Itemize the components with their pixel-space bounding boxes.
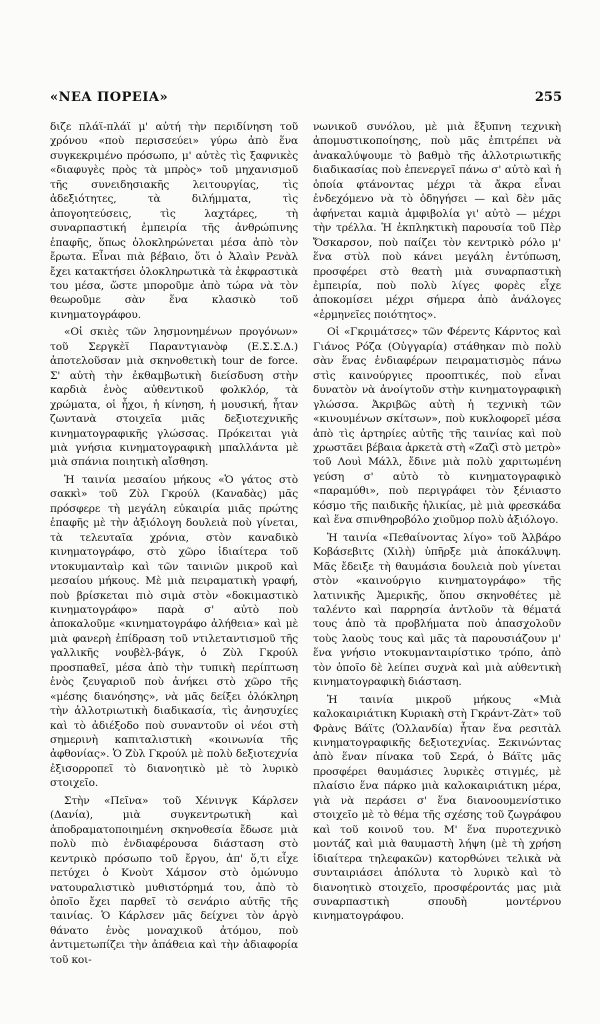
paragraph: Ἡ ταινία «Πεθαίνοντας λίγο» τοῦ Ἀλβάρο Κοβάσεβιτς (Χιλὴ) ὑπῆρξε μιὰ ἀποκάλυψη. Μᾶς ἔδειξε τὴ θαυμάσια δουλειὰ ποὺ γίνεται στὸν «καινούργιο κινηματογράφο» τῆς λατινικῆς Ἀμερικῆς, ὅπου σκηνοθέτες μὲ ταλέντο καὶ παρρησία ἀντλοῦν τὰ θέματά τους ἀπὸ τὰ προβλήματα ποὺ ἀπασχολοῦν τοὺς λαοὺς τους καὶ μᾶς τὰ παρουσιάζουν μ' ἕνα γνήσιο ντοκυμανταιρίστικο τρόπο, ἀπὸ τὸν ὁποῖο δὲ λείπει συχνὰ καὶ μιὰ αὐθεντικὴ κινηματογραφικὴ διάσταση. [313, 531, 561, 689]
page-number: 255 [534, 90, 562, 105]
paragraph: «Οἱ σκιὲς τῶν λησμονημένων προγόνων» τοῦ Σεργκὲϊ Παραντγιανὸφ (Ε.Σ.Σ.Δ.) ἀποτελοῦσαν μιὰ σκηνοθετικὴ tour de force. Σ' αὐτὴ τὴν ἐκθαμβωτικὴ διείσδυση στὴν καρδιὰ ἑνὸς αὐθεντικοῦ φολκλόρ, τὰ χρώματα, οἱ ἦχοι, ἡ κίνηση, ἡ μουσική, ἦταν ζωντανὰ στοιχεῖα μιᾶς δεξιοτεχνικῆς κινηματογραφικῆς γλώσσας. Πρόκειται γιὰ μιὰ γνήσια κινηματογραφικὴ μπαλλάντα μὲ μιὰ σπάνια ποιητικὴ αἴσθηση. [50, 326, 298, 469]
left-column [50, 120, 298, 967]
page-header [50, 90, 562, 110]
paragraph: νωνικοῦ συνόλου, μὲ μιὰ ἔξυπνη τεχνικὴ ἀπομυστικοποίησης, ποὺ μᾶς ἐπιτρέπει νὰ ἀνακαλύψουμε τὸ βαθμὸ τῆς ἀλλοτριωτικῆς διαδικασίας ποὺ ἐπενεργεῖ πάνω σ' αὐτὸ καὶ ἡ ὁποία φτάνοντας μέχρι τὰ ἄκρα εἶναι ἐνδεχόμενο νὰ τὸ ὁδηγήσει — καὶ δὲν μᾶς ἀφήνεται καμιὰ ἀμφιβολία γι' αὐτὸ — μέχρι τὴν τρέλλα. Ἡ ἐκπληκτικὴ παρουσία τοῦ Πὲρ Ὄσκαρσον, ποὺ παίζει τὸν κεντρικὸ ρόλο μ' ἕνα στὺλ ποὺ κάνει μεγάλη ἐντύπωση, προσφέρει στὸ θεατὴ μιὰ συναρπαστικὴ ἐμπειρία, ποὺ πολὺ λίγες φορὲς εἶχε ἀποκομίσει μέχρι σήμερα ἀπὸ ἀνάλογες «ἑρμηνεῖες ποιότητος». [313, 121, 561, 321]
paragraph: Ἡ ταινία μεσαίου μήκους «Ὁ γάτος στὸ σακκὶ» τοῦ Ζὺλ Γκρούλ (Καναδὰς) μᾶς πρόσφερε τὴ μεγάλη εὐκαιρία μιᾶς πρώτης ἐπαφῆς μὲ τὴν ἀξιόλογη δουλειὰ ποὺ γίνεται, τὰ τελευταῖα χρόνια, στὸν καναδικὸ κινηματογράφο, στὸ χῶρο ἰδιαίτερα τοῦ ντοκυμανταὶρ καὶ τῶν ταινιῶν μικροῦ καὶ μεσαίου μήκους. Μὲ μιὰ πειραματικὴ γραφή, ποὺ βρίσκεται πιὸ σιμὰ στὸν «δοκιμαστικὸ κινηματογράφο» παρὰ σ' αὐτὸ ποὺ ἀποκαλοῦμε «κινηματογράφο ἀλήθεια» καὶ μὲ μιὰ φανερὴ ἐπίδραση τοῦ ντιλεταντισμοῦ τῆς γαλλικῆς νουβὲλ-βάγκ, ὁ Ζὺλ Γκρούλ προσπαθεῖ, μέσα ἀπὸ τὴν τυπικὴ περίπτωση ἑνὸς ζευγαριοῦ ποὺ ἀνήκει στὸ χῶρο τῆς «μέσης διανόησης», νὰ μᾶς δείξει ὁλόκληρη τὴν ἀλλοτριωτικὴ διαδικασία, τὶς ἀνησυχίες καὶ τὸ ἀδιέξοδο ποὺ συναντοῦν οἱ νέοι στὴ σημερινὴ καπιταλιστικὴ «κοινωνία τῆς ἀφθονίας». Ὁ Ζὺλ Γκρούλ μὲ πολὺ δεξιοτεχνία ἐξισορροπεῖ τὸ διανοητικὸ μὲ τὸ λυρικὸ στοιχεῖο. [50, 473, 298, 790]
right-column [313, 120, 561, 924]
paragraph: Ἡ ταινία μικροῦ μήκους «Μιὰ καλοκαιριάτικη Κυριακὴ στὴ Γκράντ-Ζὰτ» τοῦ Φρὰνς Βάϊτς (Ὁλλανδία) ἦταν ἕνα ρεσιτὰλ κινηματογραφικῆς δεξιοτεχνίας. Ξεκινώντας ἀπὸ ἕναν πίνακα τοῦ Σερά, ὁ Βάϊτς μᾶς προσφέρει θαυμάσιες λυρικὲς στιγμές, μὲ πλαίσιο ἕνα πάρκο μιὰ καλοκαιριάτικη μέρα, γιὰ νὰ περάσει σ' ἕνα διανοουμενίστικο στοιχεῖο μὲ τὸ θέμα τῆς σχέσης τοῦ ζωγράφου καὶ τοῦ κοινοῦ του. Μ' ἕνα πυροτεχνικὸ μοντάζ καὶ μιὰ θαυμαστὴ λήψη (μὲ τὴ χρήση ἰδιαίτερα τηλεφακῶν) κατορθώνει τελικὰ νὰ συνταιριάσει ἁπόλυτα τὸ λυρικὸ καὶ τὸ διανοητικὸ στοιχεῖο, προσφέροντάς μας μιὰ συναρπαστικὴ σπουδὴ μοντέρνου κινηματογράφου. [313, 693, 561, 923]
paragraph: Οἱ «Γκριμάτσες» τῶν Φέρεντς Κάρντος καὶ Γιάνος Ρόζα (Οὑγγαρία) στάθηκαν πιὸ πολὺ σὰν ἕνας ἐνδιαφέρων πειραματισμὸς πάνω στὶς καινούργιες προοπτικές, ποὺ εἶναι δυνατὸν νὰ ἀνοίγτοῦν στὴν κινηματογραφικὴ γλώσσα. Ἀκριβῶς αὐτὴ ἡ τεχνικὴ τῶν «κινουμένων σκίτσων», ποὺ κυκλοφορεῖ μέσα ἀπὸ τὶς ἀρτηρίες αὐτῆς τῆς ταινίας καὶ ποὺ χρωστᾶει βέβαια ἀρκετὰ στὴ «Ζαζὶ στὸ μετρὸ» τοῦ Λουὶ Μάλλ, ἔδινε μιὰ πολὺ χαριτωμένη γεύση σ' αὐτὸ τὸ κινηματογραφικὸ «παραμύθι», ποὺ περιγράφει τὸν ξένιαστο κόσμο τῆς παιδικῆς ἡλικίας, μὲ μιὰ φρεσκάδα καὶ ἕνα σπινθηροβόλο χιοῦμορ πολὺ ἀξιόλογο. [313, 326, 561, 527]
journal-title: «ΝΕΑ ΠΟΡΕΙΑ» [50, 90, 169, 105]
paragraph: διζε πλάϊ-πλάϊ μ' αὐτή τὴν περιδίνηση τοῦ χρόνου «ποὺ περισσεύει» γύρω ἀπὸ ἕνα συγκεκριμένο πρόσωπο, μ' αὐτὲς τὶς ξαφνικὲς «διαφυγὲς πρὸς τὰ μπρὸς» τοῦ μηχανισμοῦ τῆς συνειδησιακῆς λειτουργίας, τὶς ἀδεξιότητες, τὰ διλήμματα, τὶς ἀπογοητεύσεις, τὶς λαχτάρες, τὴ συναρπαστική ἐμπειρία τῆς ἀνθρώπινης ἐπαφῆς, ὅπως ὁλοκληρώνεται μέσα ἀπὸ τὸν ἔρωτα. Εἶναι πιὰ βέβαιο, ὅτι ὁ Ἀλαὶν Ρενὰλ ἔχει κατακτήσει ὁλοκληρωτικὰ τὰ ἐκφραστικὰ του μέσα, ὥστε μποροῦμε ἀπὸ τώρα νὰ τὸν θεωροῦμε σὰν ἕνα κλασικὸ τοῦ κινηματογράφου. [50, 121, 298, 321]
paragraph: Στὴν «Πεῖνα» τοῦ Χένινγκ Κάρλσεν (Δανία), μιὰ συγκεντρωτικὴ καὶ ἀποδραματοποιημένη σκηνοθεσία ἔδωσε μιὰ πολὺ πιὸ ἐνδιαφέρουσα διάσταση στὸ κεντρικὸ πρόσωπο τοῦ ἔργου, ἀπ' ὅ,τι εἶχε πετύχει ὁ Κνοὺτ Χάμσον στὸ ὁμώνυμο νατουραλιστικὸ μυθιστόρημά του, ἀπὸ τὸ ὁποῖο ἔχει παρθεῖ τὸ σενάριο αὐτῆς τῆς ταινίας. Ὁ Κάρλσεν μᾶς δείχνει τὸν ἀργὸ θάνατο ἑνὸς μοναχικοῦ ἀτόμου, ποὺ ἀντιμετωπίζει τὴν ἀπάθεια καὶ τὴν ἀδιαφορία τοῦ κοι- [50, 794, 298, 966]
